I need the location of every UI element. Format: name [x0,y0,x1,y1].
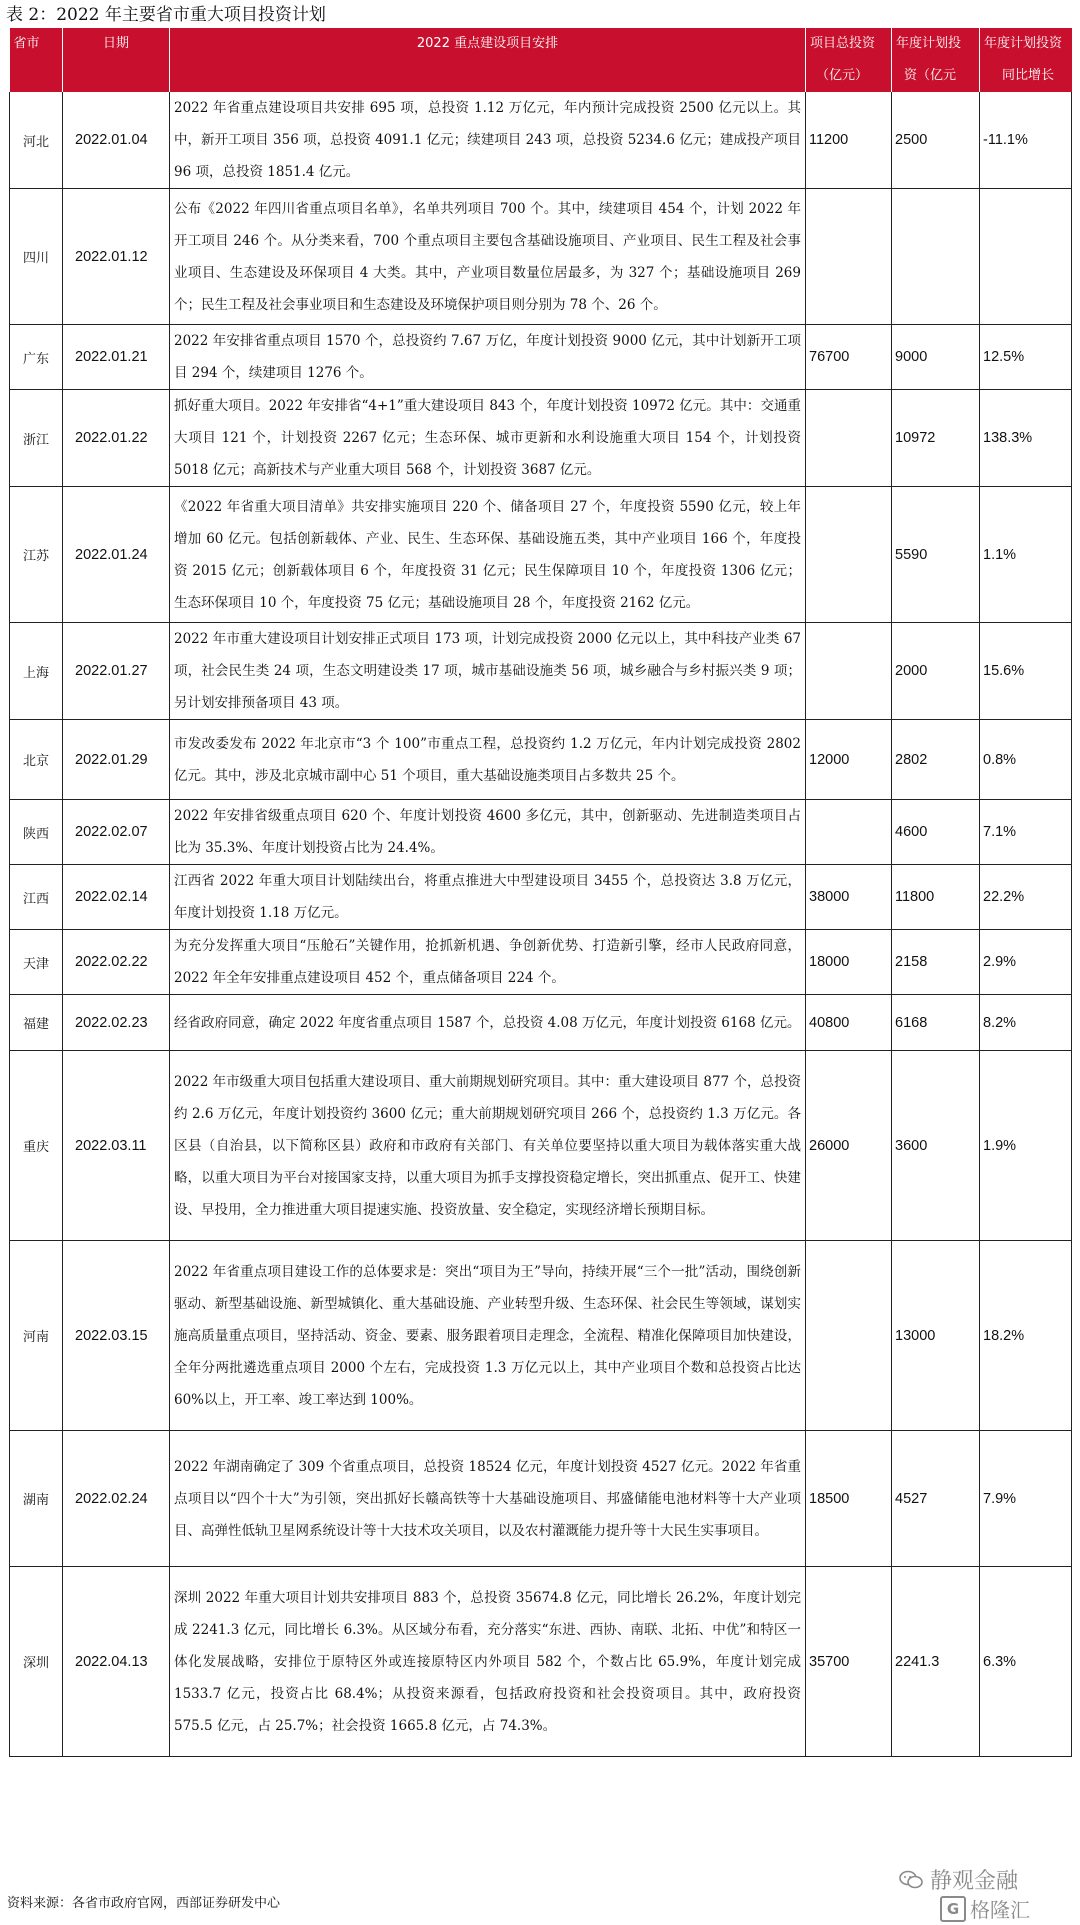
date-cell: 2022.03.11 [63,1051,170,1241]
annual-investment-cell: 3600 [892,1051,980,1241]
annual-investment-cell: 13000 [892,1241,980,1431]
content-cell: 2022 年安排省重点项目 1570 个，总投资约 7.67 万亿，年度计划投资 9000 亿元，其中计划新开工项目 294 个，续建项目 1276 个。 [170,325,806,390]
annual-investment-cell: 2000 [892,623,980,720]
date-cell: 2022.01.21 [63,325,170,390]
growth-cell: 22.2% [980,865,1072,930]
date-cell: 2022.01.04 [63,92,170,189]
content-cell: 2022 年市级重大项目包括重大建设项目、重大前期规划研究项目。其中：重大建设项目 877 个，总投资约 2.6 万亿元，年度计划投资约 3600 亿元；重大前期规划研究项目 266 个，总投资约 1.3 万亿元。各区县（自治县，以下简称区县）政府和市政府有关部门、有关单位要坚持以重大项目为载体落实重大战略，以重大项目为平台对接国家支持，以重大项目为抓手支撑投资稳定增长，突出抓重点、促开工、快建设、早投用，全力推进重大项目提速实施、投资放量、安全稳定，实现经济增长预期目标。 [170,1051,806,1241]
province-cell: 河北 [10,92,63,189]
total-investment-cell [806,623,892,720]
content-cell: 市发改委发布 2022 年北京市“3 个 100”市重点工程，总投资约 1.2 万亿元，年内计划完成投资 2802 亿元。其中，涉及北京城市副中心 51 个项目，重大基础设施类项目占多数共 25 个。 [170,720,806,800]
total-investment-cell: 40800 [806,995,892,1051]
table-row [10,92,1072,189]
table-title: 表 2：2022 年主要省市重大项目投资计划 [6,5,326,25]
total-investment-cell: 38000 [806,865,892,930]
province-cell: 湖南 [10,1431,63,1567]
content-cell: 2022 年湖南确定了 309 个省重点项目，总投资 18524 亿元，年度计划投资 4527 亿元。2022 年省重点项目以“四个十大”为引领，突出抓好长赣高铁等十大基础设施项目、邦盛储能电池材料等十大产业项目、高弹性低轨卫星网系统设计等十大技术攻关项目，以及农村灌溉能力提升等十大民生实事项目。 [170,1431,806,1567]
date-cell: 2022.02.23 [63,995,170,1051]
growth-cell: 0.8% [980,720,1072,800]
date-cell: 2022.01.27 [63,623,170,720]
growth-cell: 7.1% [980,800,1072,865]
table-header [10,28,1072,92]
total-investment-cell [806,487,892,623]
content-cell: 2022 年省重点项目建设工作的总体要求是：突出“项目为王”导向，持续开展“三个一批”活动，围绕创新驱动、新型基础设施、新型城镇化、重大基础设施、产业转型升级、生态环保、社会民生等领域，谋划实施高质量重点项目，坚持活动、资金、要素、服务跟着项目走理念，全流程、精准化保障项目加快建设，全年分两批遴选重点项目 2000 个左右，完成投资 1.3 万亿元以上，其中产业项目个数和总投资占比达 60%以上，开工率、竣工率达到 100%。 [170,1241,806,1431]
annual-investment-cell: 6168 [892,995,980,1051]
table-row [10,1051,1072,1241]
total-investment-cell [806,1241,892,1431]
annual-investment-cell: 4600 [892,800,980,865]
annual-investment-cell: 9000 [892,325,980,390]
gelonghui-logo-icon: G [940,1896,966,1922]
date-cell: 2022.02.14 [63,865,170,930]
table-row [10,930,1072,995]
province-cell: 江西 [10,865,63,930]
table-row [10,1567,1072,1757]
growth-cell: 7.9% [980,1431,1072,1567]
province-cell: 深圳 [10,1567,63,1757]
date-cell: 2022.01.22 [63,390,170,487]
province-cell: 上海 [10,623,63,720]
table-row [10,1241,1072,1431]
content-cell: 《2022 年省重大项目清单》共安排实施项目 220 个、储备项目 27 个，年度投资 5590 亿元，较上年增加 60 亿元。包括创新载体、产业、民生、生态环保、基础设施五类，其中产业项目 166 个，年度投资 2015 亿元；创新载体项目 6 个，年度投资 31 亿元；民生保障项目 10 个，年度投资 1306 亿元；生态环保项目 10 个，年度投资 75 亿元；基础设施项目 28 个，年度投资 2162 亿元。 [170,487,806,623]
annual-investment-cell: 2802 [892,720,980,800]
table-row [10,623,1072,720]
growth-cell: 1.9% [980,1051,1072,1241]
growth-cell: -11.1% [980,92,1072,189]
date-cell: 2022.01.29 [63,720,170,800]
content-cell: 抓好重大项目。2022 年安排省“4+1”重大建设项目 843 个，年度计划投资 10972 亿元。其中：交通重大项目 121 个，计划投资 2267 亿元；生态环保、城市更新和水利设施重大项目 154 个，计划投资 5018 亿元；高新技术与产业重大项目 568 个，计划投资 3687 亿元。 [170,390,806,487]
total-investment-cell: 76700 [806,325,892,390]
growth-cell: 6.3% [980,1567,1072,1757]
total-investment-cell: 12000 [806,720,892,800]
content-cell: 公布《2022 年四川省重点项目名单》，名单共列项目 700 个。其中，续建项目 454 个，计划 2022 年开工项目 246 个。从分类来看，700 个重点项目主要包含基础设施项目、产业项目、民生工程及社会事业项目、生态建设及环保项目 4 大类。其中，产业项目数量位居最多，为 327 个；基础设施项目 269 个；民生工程及社会事业项目和生态建设及环境保护项目则分别为 78 个、26 个。 [170,189,806,325]
date-cell: 2022.02.07 [63,800,170,865]
wechat-icon [898,1867,924,1893]
header-province: 省市 [10,28,63,92]
table-row [10,189,1072,325]
province-cell: 河南 [10,1241,63,1431]
content-cell: 江西省 2022 年重大项目计划陆续出台，将重点推进大中型建设项目 3455 个，总投资达 3.8 万亿元，年度计划投资 1.18 万亿元。 [170,865,806,930]
date-cell: 2022.02.24 [63,1431,170,1567]
table-row [10,720,1072,800]
annual-investment-cell: 5590 [892,487,980,623]
header-growth: 年度计划投资 同比增长 [980,28,1072,92]
annual-investment-cell [892,189,980,325]
header-arrangement: 2022 重点建设项目安排 [170,28,806,92]
header-annual-investment: 年度计划投 资（亿元 [892,28,980,92]
table-row [10,865,1072,930]
date-cell: 2022.01.12 [63,189,170,325]
total-investment-cell: 11200 [806,92,892,189]
annual-investment-cell: 4527 [892,1431,980,1567]
province-cell: 陕西 [10,800,63,865]
watermark-brand: 格隆汇 [970,1898,1030,1922]
growth-cell: 8.2% [980,995,1072,1051]
growth-cell: 15.6% [980,623,1072,720]
growth-cell: 138.3% [980,390,1072,487]
content-cell: 为充分发挥重大项目“压舱石”关键作用，抢抓新机遇、争创新优势、打造新引擎，经市人民政府同意，2022 年全年安排重点建设项目 452 个，重点储备项目 224 个。 [170,930,806,995]
total-investment-cell: 35700 [806,1567,892,1757]
header-total-investment: 项目总投资 （亿元） [806,28,892,92]
annual-investment-cell: 11800 [892,865,980,930]
content-cell: 2022 年安排省级重点项目 620 个、年度计划投资 4600 多亿元，其中，创新驱动、先进制造类项目占比为 35.3%、年度计划投资占比为 24.4%。 [170,800,806,865]
investment-plan-table [9,28,1072,1757]
date-cell: 2022.03.15 [63,1241,170,1431]
province-cell: 浙江 [10,390,63,487]
total-investment-cell [806,800,892,865]
table-row [10,390,1072,487]
watermark-gelonghui [940,1894,1030,1923]
growth-cell: 12.5% [980,325,1072,390]
total-investment-cell: 18500 [806,1431,892,1567]
table-row [10,1431,1072,1567]
province-cell: 重庆 [10,1051,63,1241]
province-cell: 广东 [10,325,63,390]
growth-cell: 18.2% [980,1241,1072,1431]
table-row [10,487,1072,623]
growth-cell: 2.9% [980,930,1072,995]
growth-cell: 1.1% [980,487,1072,623]
watermark-wechat [898,1864,1018,1895]
annual-investment-cell: 10972 [892,390,980,487]
watermark-text: 静观金融 [930,1869,1019,1894]
content-cell: 2022 年市重大建设项目计划安排正式项目 173 项，计划完成投资 2000 亿元以上，其中科技产业类 67 项，社会民生类 24 项，生态文明建设类 17 项，城市基础设施类 56 项，城乡融合与乡村振兴类 9 项；另计划安排预备项目 43 项。 [170,623,806,720]
province-cell: 北京 [10,720,63,800]
total-investment-cell [806,390,892,487]
date-cell: 2022.04.13 [63,1567,170,1757]
date-cell: 2022.02.22 [63,930,170,995]
growth-cell [980,189,1072,325]
annual-investment-cell: 2158 [892,930,980,995]
total-investment-cell [806,189,892,325]
annual-investment-cell: 2241.3 [892,1567,980,1757]
province-cell: 天津 [10,930,63,995]
date-cell: 2022.01.24 [63,487,170,623]
table-row [10,325,1072,390]
content-cell: 深圳 2022 年重大项目计划共安排项目 883 个，总投资 35674.8 亿元，同比增长 26.2%，年度计划完成 2241.3 亿元，同比增长 6.3%。从区域分布看，充分落实“东进、西协、南联、北拓、中优”和特区一体化发展战略，安排位于原特区外或连接原特区内外项目 582 个，个数占比 65.9%，年度计划完成 1533.7 亿元，投资占比 68.4%；从投资来源看，包括政府投资和社会投资项目。其中，政府投资 575.5 亿元，占 25.7%；社会投资 1665.8 亿元，占 74.3%。 [170,1567,806,1757]
table-row [10,800,1072,865]
table-row [10,995,1072,1051]
total-investment-cell: 26000 [806,1051,892,1241]
content-cell: 2022 年省重点建设项目共安排 695 项，总投资 1.12 万亿元，年内预计完成投资 2500 亿元以上。其中，新开工项目 356 项，总投资 4091.1 亿元；续建项目 243 项，总投资 5234.6 亿元；建成投产项目 96 项，总投资 1851.4 亿元。 [170,92,806,189]
annual-investment-cell: 2500 [892,92,980,189]
total-investment-cell: 18000 [806,930,892,995]
province-cell: 福建 [10,995,63,1051]
header-date: 日期 [63,28,170,92]
content-cell: 经省政府同意，确定 2022 年度省重点项目 1587 个，总投资 4.08 万亿元，年度计划投资 6168 亿元。 [170,995,806,1051]
province-cell: 四川 [10,189,63,325]
source-note: 资料来源：各省市政府官网，西部证券研发中心 [7,1896,281,1911]
province-cell: 江苏 [10,487,63,623]
